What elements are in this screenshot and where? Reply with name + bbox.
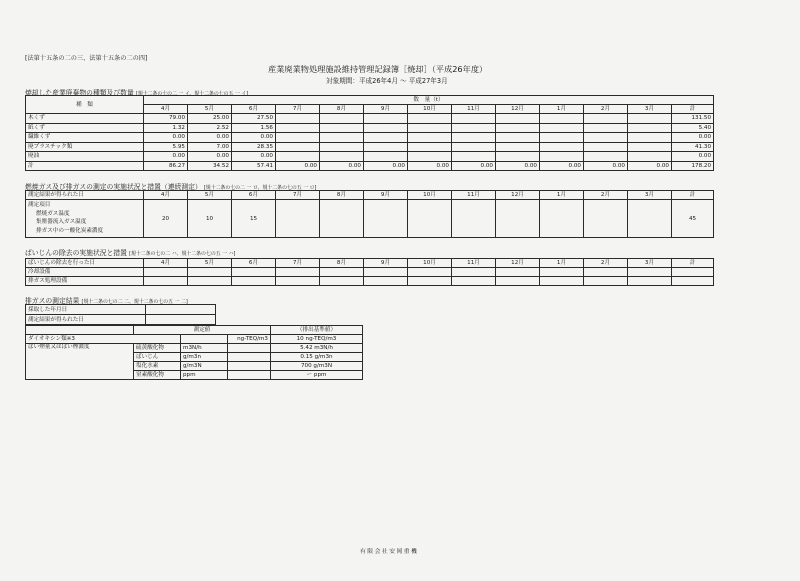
quantity-cell: 0.00 [496, 161, 540, 171]
quantity-cell [276, 133, 320, 143]
quantity-cell [276, 142, 320, 152]
equipment-cell [628, 268, 672, 277]
total-header: 計 [672, 105, 714, 114]
waste-type-label: 紙くず [26, 123, 144, 133]
section1-title: 焼却した産業廃棄物の種類及び数量 [25, 89, 134, 97]
measurement-count-cell [364, 200, 408, 238]
equipment-cell [628, 277, 672, 286]
pollutant-label: 塩化水素 [134, 362, 181, 371]
equipment-cell [276, 268, 320, 277]
result-header-row [26, 326, 363, 335]
quantity-cell [364, 133, 408, 143]
pollutant-unit: g/m3n [181, 353, 228, 362]
equipment-cell [408, 268, 452, 277]
equipment-label: 排ガス処理設備 [26, 277, 144, 286]
equipment-cell [496, 277, 540, 286]
quantity-cell [540, 123, 584, 133]
dioxin-label: ダイオキシン類※3 [26, 335, 181, 344]
measurement-count-cell [276, 200, 320, 238]
month-header: 12月 [496, 259, 540, 268]
pollutant-value [228, 362, 271, 371]
month-header: 1月 [540, 191, 584, 200]
dioxin-value [181, 335, 228, 344]
waste-row [26, 142, 714, 152]
waste-quantity-table [25, 95, 714, 171]
month-header: 7月 [276, 259, 320, 268]
quantity-cell: 0.00 [452, 161, 496, 171]
quantity-cell [276, 114, 320, 124]
equipment-cell [408, 277, 452, 286]
pollutant-value [228, 353, 271, 362]
month-header: 12月 [496, 191, 540, 200]
quantity-cell [408, 123, 452, 133]
quantity-cell [628, 133, 672, 143]
equipment-cell [540, 268, 584, 277]
equipment-cell [672, 277, 714, 286]
month-header: 3月 [628, 191, 672, 200]
quantity-cell: 0.00 [232, 133, 276, 143]
quantity-cell: 28.35 [232, 142, 276, 152]
waste-type-label: 廃プラスチック類 [26, 142, 144, 152]
quantity-cell [320, 114, 364, 124]
month-header: 8月 [320, 105, 364, 114]
equipment-cell [144, 277, 188, 286]
quantity-cell: 0.00 [584, 161, 628, 171]
quantity-cell [628, 152, 672, 162]
quantity-cell: 7.00 [188, 142, 232, 152]
quantity-cell [364, 152, 408, 162]
month-header: 2月 [584, 259, 628, 268]
equipment-cell [540, 277, 584, 286]
quantity-cell [496, 152, 540, 162]
measurement-items-label: 測定項目 [28, 202, 51, 208]
month-header: 6月 [232, 105, 276, 114]
soot-removal-table [25, 258, 714, 286]
section4-note: [規十二条の七の二 二、規十二条の七の五 一 二] [81, 299, 188, 305]
dioxin-row [26, 335, 363, 344]
quantity-cell [320, 152, 364, 162]
measurement-count-cell [540, 200, 584, 238]
month-header: 9月 [364, 105, 408, 114]
quantity-cell [496, 123, 540, 133]
quantity-cell [540, 114, 584, 124]
result-date-row [26, 315, 216, 325]
quantity-cell [320, 123, 364, 133]
quantity-cell: 0.00 [540, 161, 584, 171]
quantity-cell: 0.00 [408, 161, 452, 171]
waste-row [26, 133, 714, 143]
pollutant-unit: m3N/h [181, 344, 228, 353]
soot-group-label: ばい煙量又はばい煙濃度 [26, 344, 134, 380]
quantity-total-cell: 131.50 [672, 114, 714, 124]
quantity-cell: 0.00 [628, 161, 672, 171]
quantity-cell: 0.00 [188, 133, 232, 143]
section2-title: 燃焼ガス及び排ガスの測定の実施状況と措置（連続測定） [25, 183, 202, 191]
month-header: 12月 [496, 105, 540, 114]
quantity-cell [628, 114, 672, 124]
month-header: 5月 [188, 105, 232, 114]
equipment-cell [188, 268, 232, 277]
quantity-cell [540, 133, 584, 143]
result-date-label: 測定結果が得られた日 [26, 315, 146, 325]
waste-type-label: 繊維くず [26, 133, 144, 143]
quantity-cell [584, 123, 628, 133]
month-header: 9月 [364, 191, 408, 200]
month-header: 1月 [540, 259, 584, 268]
equipment-cell [496, 268, 540, 277]
section1-note: [規十二条の七の二 一 イ、規十二条の七の五 一 イ] [135, 91, 249, 97]
pollutant-standard: 0.15 g/m3n [271, 353, 363, 362]
quantity-cell [496, 114, 540, 124]
equipment-cell [232, 268, 276, 277]
quantity-cell [628, 142, 672, 152]
month-header: 4月 [144, 105, 188, 114]
section3-note: [規十二条の七の二 ハ、規十二条の七の五 一 ハ] [129, 251, 236, 257]
quantity-cell [320, 133, 364, 143]
pollutant-unit: g/m3N [181, 362, 228, 371]
waste-type-label: 木くず [26, 114, 144, 124]
measurement-item: 排ガス中の一酸化炭素濃度 [36, 227, 104, 234]
waste-type-label: 廃油 [26, 152, 144, 162]
pollutant-value [228, 371, 271, 380]
quantity-cell [584, 133, 628, 143]
month-header: 5月 [188, 259, 232, 268]
pollutant-label: 窒素酸化物 [134, 371, 181, 380]
quantity-cell [364, 114, 408, 124]
equipment-cell [144, 268, 188, 277]
measured-value-header: 測定値 [134, 326, 271, 335]
sampling-date-table [25, 304, 216, 325]
measurement-total-cell: 45 [672, 200, 714, 238]
month-header: 1月 [540, 105, 584, 114]
month-header: 3月 [628, 105, 672, 114]
measurement-date-label: 測定結果が得られた日 [26, 191, 144, 200]
month-header: 6月 [232, 259, 276, 268]
month-header: 11月 [452, 105, 496, 114]
pollutant-standard: 700 g/m3N [271, 362, 363, 371]
document-title: 産業廃業物処理施設維持管理記録簿［焼却］（平成26年度） [268, 64, 488, 74]
month-header: 3月 [628, 259, 672, 268]
equipment-cell [364, 268, 408, 277]
measurement-count-cell [408, 200, 452, 238]
pollutant-value [228, 344, 271, 353]
soot-row [26, 344, 363, 353]
total-header: 計 [672, 191, 714, 200]
measurement-count-cell: 20 [144, 200, 188, 238]
measurement-count-cell [496, 200, 540, 238]
quantity-cell [496, 133, 540, 143]
quantity-cell [452, 142, 496, 152]
quantity-cell [364, 142, 408, 152]
removal-date-label: ばいじんの除去を行った日 [26, 259, 144, 268]
type-header: 種 類 [26, 96, 144, 114]
quantity-cell: 0.00 [144, 152, 188, 162]
sample-date-cell [146, 305, 216, 315]
month-header: 7月 [276, 191, 320, 200]
equipment-cell [452, 268, 496, 277]
quantity-total-cell: 5.40 [672, 123, 714, 133]
quantity-cell [408, 152, 452, 162]
equipment-cell [320, 277, 364, 286]
quantity-header-row [26, 96, 714, 105]
quantity-cell: 2.52 [188, 123, 232, 133]
quantity-cell: 27.50 [232, 114, 276, 124]
month-header: 4月 [144, 259, 188, 268]
quantity-header: 数 量（t） [144, 96, 714, 105]
month-header: 2月 [584, 191, 628, 200]
company-name: 有限会社安岡重機 [360, 549, 419, 555]
quantity-cell: 86.27 [144, 161, 188, 171]
gas-measurement-table [25, 190, 714, 238]
equipment-row [26, 277, 714, 286]
standard-value-header: （排出基準値） [271, 326, 363, 335]
blank-cell [26, 326, 134, 335]
month-header: 10月 [408, 105, 452, 114]
quantity-cell [276, 123, 320, 133]
equipment-cell [672, 268, 714, 277]
waste-row [26, 123, 714, 133]
quantity-cell [452, 123, 496, 133]
measurement-count-cell: 10 [188, 200, 232, 238]
quantity-cell [452, 152, 496, 162]
measurement-item: 燃焼ガス温度 [36, 210, 70, 217]
quantity-cell [452, 114, 496, 124]
quantity-cell: 0.00 [364, 161, 408, 171]
quantity-cell [276, 152, 320, 162]
section3-title: ばいじんの除去の実施状況と措置 [25, 249, 127, 257]
measurement-count-cell [452, 200, 496, 238]
waste-total-row [26, 161, 714, 171]
quantity-cell [540, 142, 584, 152]
month-header: 2月 [584, 105, 628, 114]
equipment-cell [320, 268, 364, 277]
measurement-count-cell [320, 200, 364, 238]
quantity-cell: 34.52 [188, 161, 232, 171]
quantity-cell: 0.00 [144, 133, 188, 143]
month-header: 4月 [144, 191, 188, 200]
quantity-cell [408, 114, 452, 124]
pollutant-unit: ppm [181, 371, 228, 380]
sample-date-label: 採取した年月日 [26, 305, 146, 315]
section2-note: [規十二条の七の二 一 ロ、規十二条の七の五 一 ロ] [203, 185, 317, 191]
quantity-total-cell: 178.20 [672, 161, 714, 171]
quantity-cell: 0.00 [320, 161, 364, 171]
equipment-cell [188, 277, 232, 286]
law-reference: [法第十五条の二の三、法第十五条の二の四] [25, 55, 148, 62]
measurement-items-row [26, 200, 714, 238]
sample-date-row [26, 305, 216, 315]
quantity-cell: 1.56 [232, 123, 276, 133]
dioxin-unit: ng-TEQ/m3 [228, 335, 271, 344]
removal-date-row [26, 259, 714, 268]
quantity-cell [584, 152, 628, 162]
waste-row [26, 152, 714, 162]
quantity-cell [584, 114, 628, 124]
month-header: 9月 [364, 259, 408, 268]
quantity-cell [452, 133, 496, 143]
month-header: 5月 [188, 191, 232, 200]
pollutant-standard: 5.42 m3N/h [271, 344, 363, 353]
quantity-cell: 0.00 [232, 152, 276, 162]
month-header: 11月 [452, 259, 496, 268]
quantity-cell [320, 142, 364, 152]
quantity-cell [364, 123, 408, 133]
month-header: 6月 [232, 191, 276, 200]
measurement-item: 集塵器流入ガス温度 [36, 219, 87, 225]
quantity-cell [408, 133, 452, 143]
month-header: 10月 [408, 191, 452, 200]
quantity-cell: 57.41 [232, 161, 276, 171]
measurement-count-cell: 15 [232, 200, 276, 238]
quantity-total-cell: 0.00 [672, 152, 714, 162]
equipment-label: 冷却設備 [26, 268, 144, 277]
measurement-count-cell [584, 200, 628, 238]
quantity-cell [540, 152, 584, 162]
equipment-cell [276, 277, 320, 286]
total-header: 計 [672, 259, 714, 268]
dioxin-standard: 10 ng-TEQ/m3 [271, 335, 363, 344]
month-header: 7月 [276, 105, 320, 114]
exhaust-gas-result-table [25, 325, 363, 380]
pollutant-label: 硫黄酸化物 [134, 344, 181, 353]
quantity-cell [628, 123, 672, 133]
measurement-count-cell [628, 200, 672, 238]
measurement-items-cell [26, 200, 144, 238]
result-date-cell [146, 315, 216, 325]
month-header: 8月 [320, 191, 364, 200]
quantity-total-cell: 0.00 [672, 133, 714, 143]
equipment-cell [584, 277, 628, 286]
quantity-total-cell: 41.30 [672, 142, 714, 152]
equipment-row [26, 268, 714, 277]
waste-type-label: 計 [26, 161, 144, 171]
section3-heading [25, 247, 235, 257]
quantity-cell: 0.00 [276, 161, 320, 171]
month-header: 11月 [452, 191, 496, 200]
quantity-cell [496, 142, 540, 152]
target-period: 対象期間：平成26年4月 〜 平成27年3月 [326, 77, 448, 85]
pollutant-label: ばいじん [134, 353, 181, 362]
quantity-cell [408, 142, 452, 152]
quantity-cell: 1.32 [144, 123, 188, 133]
month-header: 8月 [320, 259, 364, 268]
section4-title: 排ガスの測定結果 [25, 297, 80, 305]
quantity-cell: 79.00 [144, 114, 188, 124]
equipment-cell [364, 277, 408, 286]
quantity-cell: 0.00 [188, 152, 232, 162]
month-header: 10月 [408, 259, 452, 268]
quantity-cell: 5.95 [144, 142, 188, 152]
equipment-cell [584, 268, 628, 277]
quantity-cell: 25.00 [188, 114, 232, 124]
measurement-date-row [26, 191, 714, 200]
equipment-cell [452, 277, 496, 286]
pollutant-standard: ー ppm [271, 371, 363, 380]
waste-row [26, 114, 714, 124]
quantity-cell [584, 142, 628, 152]
equipment-cell [232, 277, 276, 286]
